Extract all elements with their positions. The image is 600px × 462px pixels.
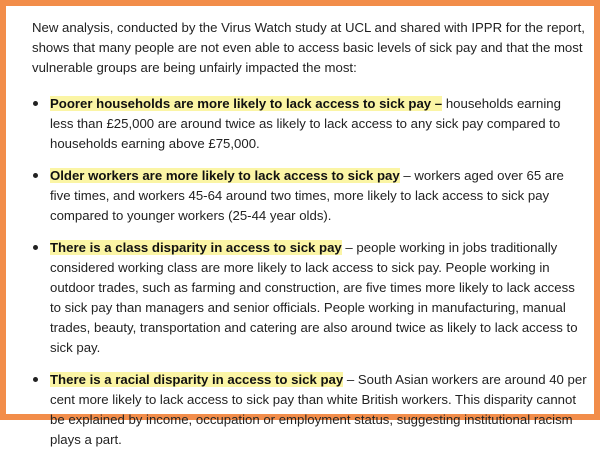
list-item — [32, 94, 588, 154]
list-item — [32, 238, 588, 358]
highlighted-heading: Poorer households are more likely to lack access to sick pay – — [50, 96, 443, 111]
list-item — [32, 370, 588, 450]
highlighted-heading: Older workers are more likely to lack access to sick pay — [50, 168, 400, 183]
article-content — [32, 18, 588, 462]
bullet-icon — [33, 101, 38, 106]
intro-paragraph: New analysis, conducted by the Virus Watch study at UCL and shared with IPPR for the report, shows that many people are not even able to access basic levels of sick pay and that the most vulnerable groups are being unfairly impacted the most: — [32, 20, 585, 75]
bullet-icon — [33, 173, 38, 178]
item-text: – people working in jobs traditionally considered working class are more likely to lack access to sick pay. People working in outdoor trades, such as farming and construction, are five times more likely to lack access to sick pay than managers and senior officials. People working in manufacturing, manual trades, beauty, transportation and catering are also around twice as likely to lack access to sick pay. — [50, 240, 578, 355]
highlighted-heading: There is a class disparity in access to sick pay — [50, 240, 342, 255]
bullet-icon — [33, 245, 38, 250]
item-text: households earning less than £25,000 are around twice as likely to lack access to any sick pay compared to households earning above £75,000. — [50, 96, 561, 151]
item-text: – South Asian workers are around 40 per cent more likely to lack access to sick pay than white British workers. This disparity cannot be explained by income, occupation or employment status, suggesting institutional racism plays a part. — [50, 372, 587, 447]
item-text: – workers aged over 65 are five times, and workers 45-64 around two times, more likely to lack access to sick pay compared to younger workers (25-44 year olds). — [50, 168, 564, 223]
highlighted-heading: There is a racial disparity in access to sick pay — [50, 372, 344, 387]
bullet-icon — [33, 377, 38, 382]
list-item — [32, 166, 588, 226]
findings-list — [32, 94, 588, 450]
